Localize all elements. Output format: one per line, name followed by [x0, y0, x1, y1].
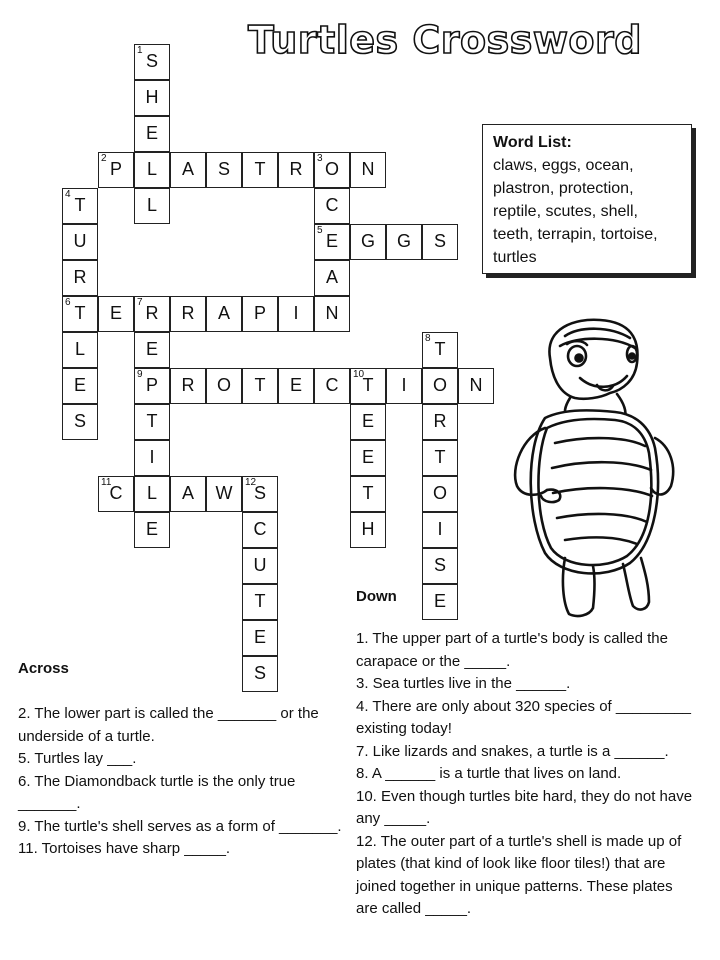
grid-cell[interactable] [134, 368, 170, 404]
grid-cell[interactable] [350, 404, 386, 440]
grid-cell[interactable] [134, 152, 170, 188]
grid-cell[interactable] [314, 260, 350, 296]
cell-letter: S [433, 555, 446, 575]
cell-letter: S [73, 411, 86, 431]
clue-number: 3 [317, 152, 323, 164]
grid-cell[interactable] [350, 224, 386, 260]
grid-cell[interactable] [386, 368, 422, 404]
cell-letter: I [437, 519, 443, 539]
cell-letter: A [181, 159, 194, 179]
down-clue: 7. Like lizards and snakes, a turtle is a ______. [356, 742, 669, 760]
clue-number: 10 [353, 368, 365, 380]
cell-letter: N [469, 375, 483, 395]
grid-cell[interactable] [134, 512, 170, 548]
cell-letter: E [73, 375, 86, 395]
cell-letter: T [254, 375, 266, 395]
grid-cell[interactable] [350, 440, 386, 476]
grid-cell[interactable] [134, 404, 170, 440]
word-list-words: claws, eggs, ocean, plastron, protection, reptile, scutes, shell, teeth, terrapin, tortoise, turtles [493, 157, 658, 266]
grid-cell[interactable] [62, 224, 98, 260]
grid-cell[interactable] [134, 116, 170, 152]
grid-cell[interactable] [242, 512, 278, 548]
cell-letter: O [432, 375, 447, 395]
grid-cell[interactable] [386, 224, 422, 260]
cartoon-turtle-icon [505, 318, 683, 618]
cell-letter: O [432, 483, 447, 503]
cell-letter: G [360, 231, 375, 251]
down-clue: 1. The upper part of a turtle's body is called the carapace or the _____. [356, 630, 668, 670]
grid-cell[interactable] [422, 512, 458, 548]
grid-cell[interactable] [422, 404, 458, 440]
cell-letter: S [217, 159, 230, 179]
across-clue: 11. Tortoises have sharp _____. [18, 840, 231, 857]
cell-letter: P [145, 375, 158, 395]
grid-cell[interactable] [206, 476, 242, 512]
across-heading: Across [18, 660, 69, 677]
down-clue: 3. Sea turtles live in the ______. [356, 675, 571, 692]
cell-letter: E [145, 519, 158, 539]
grid-cell[interactable] [170, 368, 206, 404]
cell-letter: R [181, 375, 195, 395]
cell-letter: W [215, 483, 233, 503]
cell-letter: A [217, 303, 230, 323]
cell-letter: U [253, 555, 267, 575]
grid-cell[interactable] [206, 152, 242, 188]
cell-letter: I [293, 303, 299, 323]
down-heading: Down [356, 588, 397, 605]
cell-letter: T [254, 591, 266, 611]
cell-letter: E [361, 411, 374, 431]
cell-letter: L [146, 483, 157, 503]
across-clue: 2. The lower part is called the _______ or the underside of a turtle. [18, 705, 319, 745]
cell-letter: U [73, 231, 87, 251]
grid-cell[interactable] [134, 332, 170, 368]
across-clue: 6. The Diamondback turtle is the only true _______. [18, 772, 296, 812]
cell-letter: O [324, 159, 339, 179]
grid-cell[interactable] [422, 440, 458, 476]
down-clue: 4. There are only about 320 species of _________ existing today! [356, 697, 691, 737]
grid-cell[interactable] [98, 152, 134, 188]
cell-letter: H [361, 519, 375, 539]
cell-letter: T [362, 375, 374, 395]
cell-letter: E [361, 447, 374, 467]
grid-cell[interactable] [62, 296, 98, 332]
grid-cell[interactable] [242, 548, 278, 584]
cell-letter: E [433, 591, 446, 611]
cell-letter: T [434, 447, 446, 467]
down-clues [356, 628, 696, 921]
grid-cell[interactable] [134, 296, 170, 332]
cell-letter: A [181, 483, 194, 503]
grid-cell[interactable] [62, 260, 98, 296]
grid-cell[interactable] [134, 476, 170, 512]
cell-letter: E [289, 375, 302, 395]
grid-cell[interactable] [278, 368, 314, 404]
grid-cell[interactable] [170, 296, 206, 332]
grid-cell[interactable] [170, 152, 206, 188]
grid-cell[interactable] [206, 368, 242, 404]
grid-cell[interactable] [62, 368, 98, 404]
grid-cell[interactable] [170, 476, 206, 512]
grid-cell[interactable] [278, 152, 314, 188]
grid-cell[interactable] [242, 152, 278, 188]
grid-cell[interactable] [242, 476, 278, 512]
grid-cell[interactable] [98, 476, 134, 512]
cell-letter: R [181, 303, 195, 323]
cell-letter: L [146, 159, 157, 179]
cell-letter: C [253, 519, 267, 539]
grid-cell[interactable] [350, 476, 386, 512]
cell-letter: C [325, 375, 339, 395]
word-list-title: Word List: [493, 134, 572, 151]
grid-cell[interactable] [278, 296, 314, 332]
cell-letter: E [145, 123, 158, 143]
grid-cell[interactable] [242, 368, 278, 404]
cell-letter: S [253, 483, 266, 503]
grid-cell[interactable] [422, 476, 458, 512]
cell-letter: R [433, 411, 447, 431]
grid-cell[interactable] [242, 584, 278, 620]
grid-cell[interactable] [422, 548, 458, 584]
cell-letter: G [396, 231, 411, 251]
clue-number: 6 [65, 296, 71, 308]
down-clue: 10. Even though turtles bite hard, they do not have any _____. [356, 787, 693, 827]
cell-letter: O [216, 375, 231, 395]
grid-cell[interactable] [98, 296, 134, 332]
cell-letter: T [74, 303, 86, 323]
cell-letter: L [146, 195, 157, 215]
grid-cell[interactable] [422, 332, 458, 368]
clue-number: 7 [137, 296, 143, 308]
cell-letter: T [254, 159, 266, 179]
cell-letter: P [109, 159, 122, 179]
clue-number: 2 [101, 152, 107, 164]
cell-letter: A [325, 267, 338, 287]
across-clue: 5. Turtles lay ___. [18, 750, 137, 767]
grid-cell[interactable] [422, 584, 458, 620]
grid-cell[interactable] [134, 44, 170, 80]
cell-letter: E [325, 231, 338, 251]
cell-letter: C [109, 483, 123, 503]
cell-letter: I [401, 375, 407, 395]
cell-letter: R [289, 159, 303, 179]
grid-cell[interactable] [134, 188, 170, 224]
grid-cell[interactable] [350, 512, 386, 548]
grid-cell[interactable] [242, 620, 278, 656]
clue-number: 9 [137, 368, 143, 380]
cell-letter: E [109, 303, 122, 323]
clue-number: 12 [245, 476, 257, 488]
cell-letter: H [145, 87, 159, 107]
cell-letter: I [149, 447, 155, 467]
across-clue: 9. The turtle's shell serves as a form of _______. [18, 817, 342, 835]
grid-cell[interactable] [314, 368, 350, 404]
cell-letter: L [74, 339, 85, 359]
clue-number: 5 [317, 224, 323, 236]
grid-cell[interactable] [134, 80, 170, 116]
cell-letter: E [145, 339, 158, 359]
word-list-box [482, 124, 692, 274]
cell-letter: S [145, 51, 158, 71]
grid-cell[interactable] [458, 368, 494, 404]
grid-cell[interactable] [206, 296, 242, 332]
clue-number: 4 [65, 188, 71, 200]
cell-letter: N [361, 159, 375, 179]
down-clue: 8. A ______ is a turtle that lives on land. [356, 765, 622, 782]
cell-letter: T [434, 339, 446, 359]
page-title: Turtles Crossword [248, 18, 642, 62]
grid-cell[interactable] [134, 440, 170, 476]
grid-cell[interactable] [314, 188, 350, 224]
grid-cell[interactable] [350, 368, 386, 404]
cell-letter: P [253, 303, 266, 323]
grid-cell[interactable] [350, 152, 386, 188]
cell-letter: E [253, 627, 266, 647]
cell-letter: N [325, 303, 339, 323]
cell-letter: R [73, 267, 87, 287]
cell-letter: S [253, 663, 266, 683]
grid-cell[interactable] [242, 296, 278, 332]
grid-cell[interactable] [62, 332, 98, 368]
grid-cell[interactable] [422, 224, 458, 260]
cell-letter: R [145, 303, 159, 323]
cell-letter: C [325, 195, 339, 215]
grid-cell[interactable] [314, 296, 350, 332]
grid-cell[interactable] [62, 404, 98, 440]
clue-number: 8 [425, 332, 431, 344]
cell-letter: T [74, 195, 86, 215]
grid-cell[interactable] [314, 224, 350, 260]
cell-letter: T [362, 483, 374, 503]
down-clue: 12. The outer part of a turtle's shell is made up of plates (that kind of look like floor tiles!) that are joined together in unique patterns. These plates are called _____. [356, 832, 682, 917]
cell-letter: T [146, 411, 158, 431]
grid-cell[interactable] [422, 368, 458, 404]
grid-cell[interactable] [242, 656, 278, 692]
grid-cell[interactable] [62, 188, 98, 224]
clue-number: 1 [137, 44, 143, 56]
clue-number: 11 [101, 476, 112, 488]
across-clues [18, 703, 343, 861]
grid-cell[interactable] [314, 152, 350, 188]
cell-letter: S [433, 231, 446, 251]
